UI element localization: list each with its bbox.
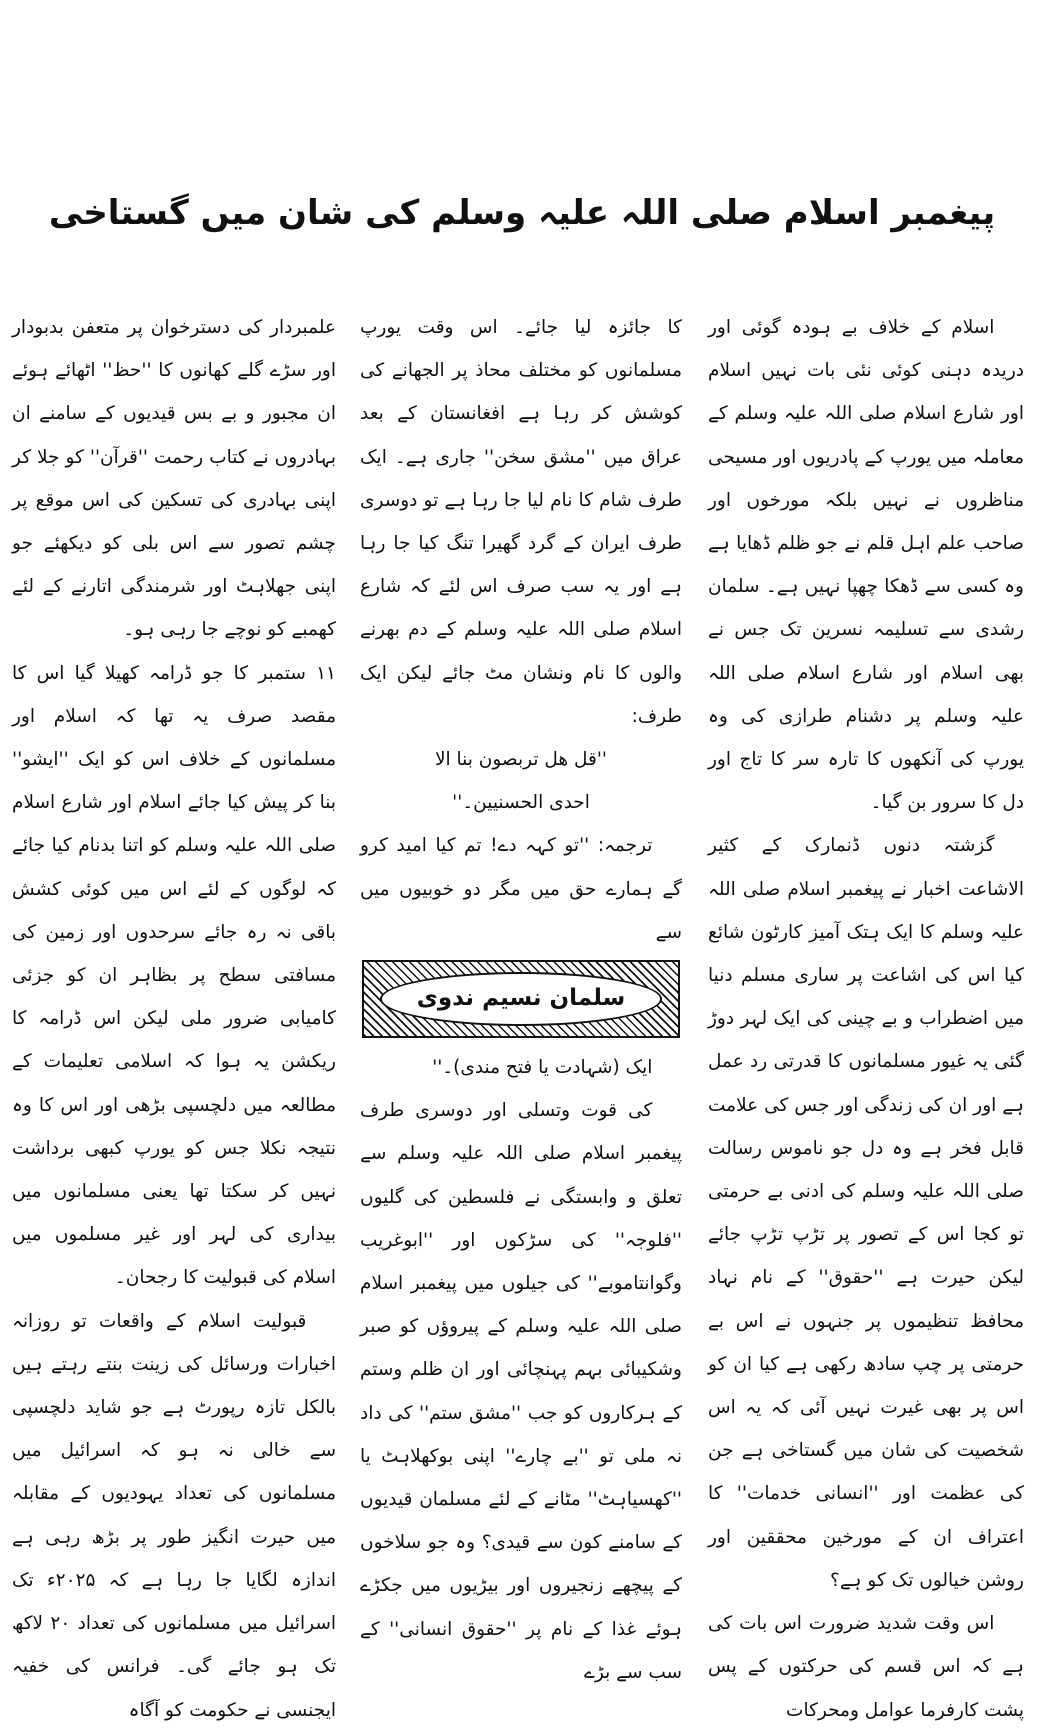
author-byline: سلمان نسیم ندوی bbox=[380, 972, 662, 1026]
middle-paragraph-1: کا جائزہ لیا جائے۔ اس وقت یورپ مسلمانوں کو مختلف محاذ پر الجھانے کی کوشش کر رہا ہے افغانستان کے بعد عراق میں ''مشق سخن'' جاری ہے۔ ایک طرف شام کا نام لیا جا رہا ہے تو دوسری طرف ایران کے گرد گھیرا تنگ کیا جا رہا ہے اور یہ سب صرف اس لئے کہ شارع اسلام صلی اللہ علیہ وسلم کے دم بھرنے والوں کا نام ونشان مٹ جائے لیکن ایک طرف: bbox=[360, 317, 682, 727]
right-column bbox=[708, 306, 1024, 1721]
verse-translation-continued: ایک (شہادت یا فتح مندی)۔'' bbox=[432, 1057, 653, 1079]
left-column bbox=[12, 306, 336, 1721]
right-paragraph-3: اس وقت شدید ضرورت اس بات کی ہے کہ اس قسم کی حرکتوں کے پس پشت کارفرما عوامل ومحرکات bbox=[708, 1613, 1024, 1721]
middle-column bbox=[360, 306, 682, 1683]
middle-paragraph-2: کی قوت وتسلی اور دوسری طرف پیغمبر اسلام صلی اللہ علیہ وسلم سے تعلق و وابستگی نے فلسطین کی گلیوں ''فلوجہ'' کی سڑکوں اور ''ابوغریب وگوانتاموبے'' کی جیلوں میں پیغمبر اسلام صلی اللہ علیہ وسلم کے پیروؤں کو صبر وشکیبائی بہم پہنچائی اور ان ظلم وستم کے ہرکاروں کو جب ''مشق ستم'' کی داد نہ ملی تو ''بے چارے'' اپنی بوکھلاہٹ یا ''کھسیاہٹ'' مٹانے کے لئے مسلمان قیدیوں کے سامنے کون سے قیدی؟ وہ جو سلاخوں کے پیچھے زنجیروں اور بیڑیوں میں جکڑے ہوئے غذا کے نام پر ''حقوق انسانی'' کے سب سے بڑے bbox=[360, 1100, 682, 1683]
left-paragraph-3: قبولیت اسلام کے واقعات تو روزانہ اخبارات ورسائل کی زینت بنتے رہتے ہیں بالکل تازہ رپورٹ ہے جو شاید دلچسپی سے خالی نہ ہو کہ اسرائیل میں مسلمانوں کی تعداد یہودیوں کے مقابلہ میں حیرت انگیز طور پر بڑھ رہی ہے اندازہ لگایا جا رہا ہے کہ ۲۰۲۵ء تک اسرائیل میں مسلمانوں کی تعداد ۲۰ لاکھ تک ہو جائے گی۔ فرانس کی خفیہ ایجنسی نے حکومت کو آگاہ bbox=[12, 1310, 336, 1721]
right-paragraph-2: گزشتہ دنوں ڈنمارک کے کثیر الاشاعت اخبار نے پیغمبر اسلام صلی اللہ علیہ وسلم کا ایک ہتک آمیز کارٹون شائع کیا اس کی اشاعت پر ساری مسلم دنیا میں اضطراب و بے چینی کی ایک لہر دوڑ گئی یہ غیور مسلمانوں کا قدرتی رد عمل ہے اور ان کی زندگی اور جس کی علامت قابل فخر ہے وہ دل جو ناموس رسالت صلی اللہ علیہ وسلم کی ادنی بے حرمتی تو کجا اس کے تصور پر تڑپ تڑپ جائے لیکن حیرت ہے ''حقوق'' کے نام نہاد محافظ تنظیموں پر جنہوں نے اس بے حرمتی پر چپ سادھ رکھی ہے کیا ان کو اس پر بھی غیرت نہیں آئی کہ یہ اس شخصیت کی شان میں گستاخی ہے جن کی عظمت اور ''انسانی خدمات'' کا اعتراف ان کے مورخین محققین اور روشن خیالوں تک کو ہے؟ bbox=[708, 835, 1024, 1591]
headline: پیغمبر اسلام صلی اللہ علیہ وسلم کی شان میں گستاخی bbox=[48, 193, 996, 233]
byline-box bbox=[362, 960, 680, 1038]
left-paragraph-1: علمبردار کی دسترخوان پر متعفن بدبودار اور سڑے گلے کھانوں کا ''حظ'' اٹھائے ہوئے ان مجبور و بے بس قیدیوں کے سامنے ان بہادروں نے کتاب رحمت ''قرآن'' کو جلا کر اپنی بہادری کی تسکین کی اس موقع پر چشم تصور سے اس بلی کو دیکھئے جو اپنی جھلاہٹ اور شرمندگی اتارنے کے لئے کھمبے کو نوچے جا رہی ہو۔ bbox=[12, 317, 336, 641]
quran-verse-line-1: ''قل ھل تربصون بنا الا bbox=[434, 749, 608, 771]
quran-verse-line-2: احدی الحسنیین۔'' bbox=[452, 792, 590, 814]
verse-translation: ترجمہ: ''تو کہہ دے! تم کیا امید کرو گے ہمارے حق میں مگر دو خوبیوں میں سے bbox=[360, 835, 682, 943]
left-paragraph-2: ۱۱ ستمبر کا جو ڈرامہ کھیلا گیا اس کا مقصد صرف یہ تھا کہ اسلام اور مسلمانوں کے خلاف اس کو ایک ''ایشو'' بنا کر پیش کیا جائے اسلام اور شارع اسلام صلی اللہ علیہ وسلم کو اتنا بدنام کیا جائے کہ لوگوں کے لئے اس میں کوئی کشش باقی نہ رہ جائے سرحدوں اور زمین کی مسافتی سطح پر بظاہر ان کو جزئی کامیابی ضرور ملی لیکن اس ڈرامہ کا ریکشن یہ ہوا کہ اسلامی تعلیمات کے مطالعہ میں دلچسپی بڑھی اور اس کا وہ نتیجہ نکلا جس کو یورپ کبھی برداشت نہیں کر سکتا تھا یعنی مسلمانوں میں بیداری کی لہر اور غیر مسلموں میں اسلام کی قبولیت کا رجحان۔ bbox=[12, 662, 336, 1289]
right-paragraph-1: اسلام کے خلاف بے ہودہ گوئی اور دریدہ دہنی کوئی نئی بات نہیں اسلام اور شارع اسلام صلی اللہ علیہ وسلم کے معاملہ میں یورپ کے پادریوں اور مسیحی مناظروں نے نہیں بلکہ مورخوں اور صاحب علم اہل قلم نے جو ظلم ڈھایا ہے وہ کسی سے ڈھکا چھپا نہیں ہے۔ سلمان رشدی سے تسلیمہ نسرین تک جس نے بھی اسلام اور شارع اسلام صلی اللہ علیہ وسلم پر دشنام طرازی کی وہ یورپ کی آنکھوں کا تارہ سر کا تاج اور دل کا سرور بن گیا۔ bbox=[708, 317, 1024, 814]
